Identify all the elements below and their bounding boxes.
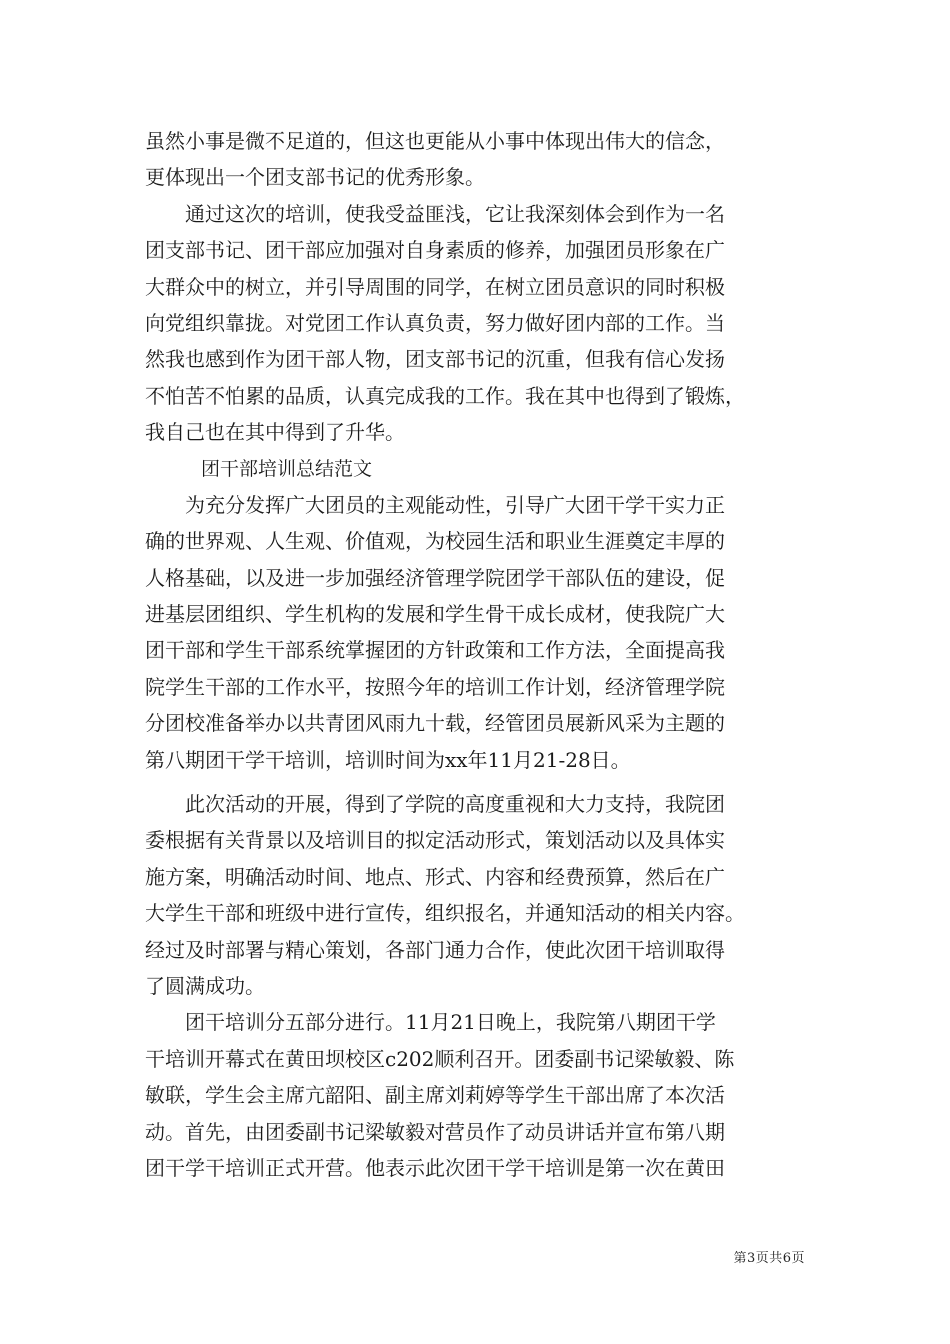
- text-line: 虽然小事是微不足道的，但这也更能从小事中体现出伟大的信念，: [145, 129, 725, 153]
- paragraph: [145, 487, 817, 778]
- text-line: 分团校准备举办以共青团风雨九十载，经管团员展新风采为主题的: [145, 711, 725, 736]
- paragraph: [145, 196, 817, 451]
- text-line: 院学生干部的工作水平，按照今年的培训工作计划，经济管理学院: [145, 674, 725, 699]
- paragraph: [145, 123, 817, 196]
- text-line: 向党组织靠拢。对党团工作认真负责，努力做好团内部的工作。当: [145, 310, 725, 335]
- paragraph-spacer: [145, 778, 817, 786]
- paragraph: [145, 786, 817, 1004]
- text-line: 确的世界观、人生观、价值观，为校园生活和职业生涯奠定丰厚的: [145, 529, 725, 554]
- text-line: 我自己也在其中得到了升华。: [145, 420, 405, 445]
- text-line: 团干部和学生干部系统掌握团的方针政策和工作方法，全面提高我: [145, 638, 725, 663]
- text-line: 为充分发挥广大团员的主观能动性，引导广大团干学干实力正: [185, 492, 725, 517]
- text-line: 了圆满成功。: [145, 973, 265, 998]
- text-line: 第八期团干学干培训，培训时间为xx年11月21-28日。: [145, 747, 631, 772]
- text-line: 更体现出一个团支部书记的优秀形象。: [145, 165, 485, 190]
- section-heading: [145, 451, 817, 487]
- text-line: 委根据有关背景以及培训目的拟定活动形式，策划活动以及具体实: [145, 828, 725, 853]
- text-line: 施方案，明确活动时间、地点、形式、内容和经费预算，然后在广: [145, 864, 725, 889]
- text-line: 不怕苦不怕累的品质，认真完成我的工作。我在其中也得到了锻炼，: [145, 383, 745, 408]
- text-line: 动。首先，由团委副书记梁敏毅对营员作了动员讲话并宣布第八期: [145, 1119, 725, 1144]
- text-line: 团干学干培训正式开营。他表示此次团干学干培训是第一次在黄田: [145, 1155, 725, 1180]
- text-line: 进基层团组织、学生机构的发展和学生骨干成长成材，使我院广大: [145, 602, 725, 627]
- text-line: 团干培训分五部分进行。11月21日晚上，我院第八期团干学: [185, 1010, 716, 1035]
- heading-text: 团干部培训总结范文: [201, 457, 373, 480]
- paragraph: [145, 1004, 817, 1186]
- text-line: 团支部书记、团干部应加强对自身素质的修养，加强团员形象在广: [145, 238, 725, 263]
- text-line: 干培训开幕式在黄田坝校区c202顺利召开。团委副书记梁敏毅、陈: [145, 1046, 735, 1071]
- text-line: 通过这次的培训，使我受益匪浅，它让我深刻体会到作为一名: [185, 201, 725, 226]
- text-line: 人格基础，以及进一步加强经济管理学院团学干部队伍的建设，促: [145, 565, 725, 590]
- text-line: 大学生干部和班级中进行宣传，组织报名，并通知活动的相关内容。: [145, 901, 745, 926]
- text-line: 然我也感到作为团干部人物，团支部书记的沉重，但我有信心发扬: [145, 347, 725, 372]
- text-line: 此次活动的开展，得到了学院的高度重视和大力支持，我院团: [185, 792, 725, 817]
- document-body: [145, 123, 817, 1186]
- text-line: 经过及时部署与精心策划，各部门通力合作，使此次团干培训取得: [145, 937, 725, 962]
- text-line: 大群众中的树立，并引导周围的同学，在树立团员意识的同时积极: [145, 274, 725, 299]
- page-number: 第3页共6页: [733, 1251, 805, 1266]
- text-line: 敏联，学生会主席亢韶阳、副主席刘莉婷等学生干部出席了本次活: [145, 1083, 725, 1108]
